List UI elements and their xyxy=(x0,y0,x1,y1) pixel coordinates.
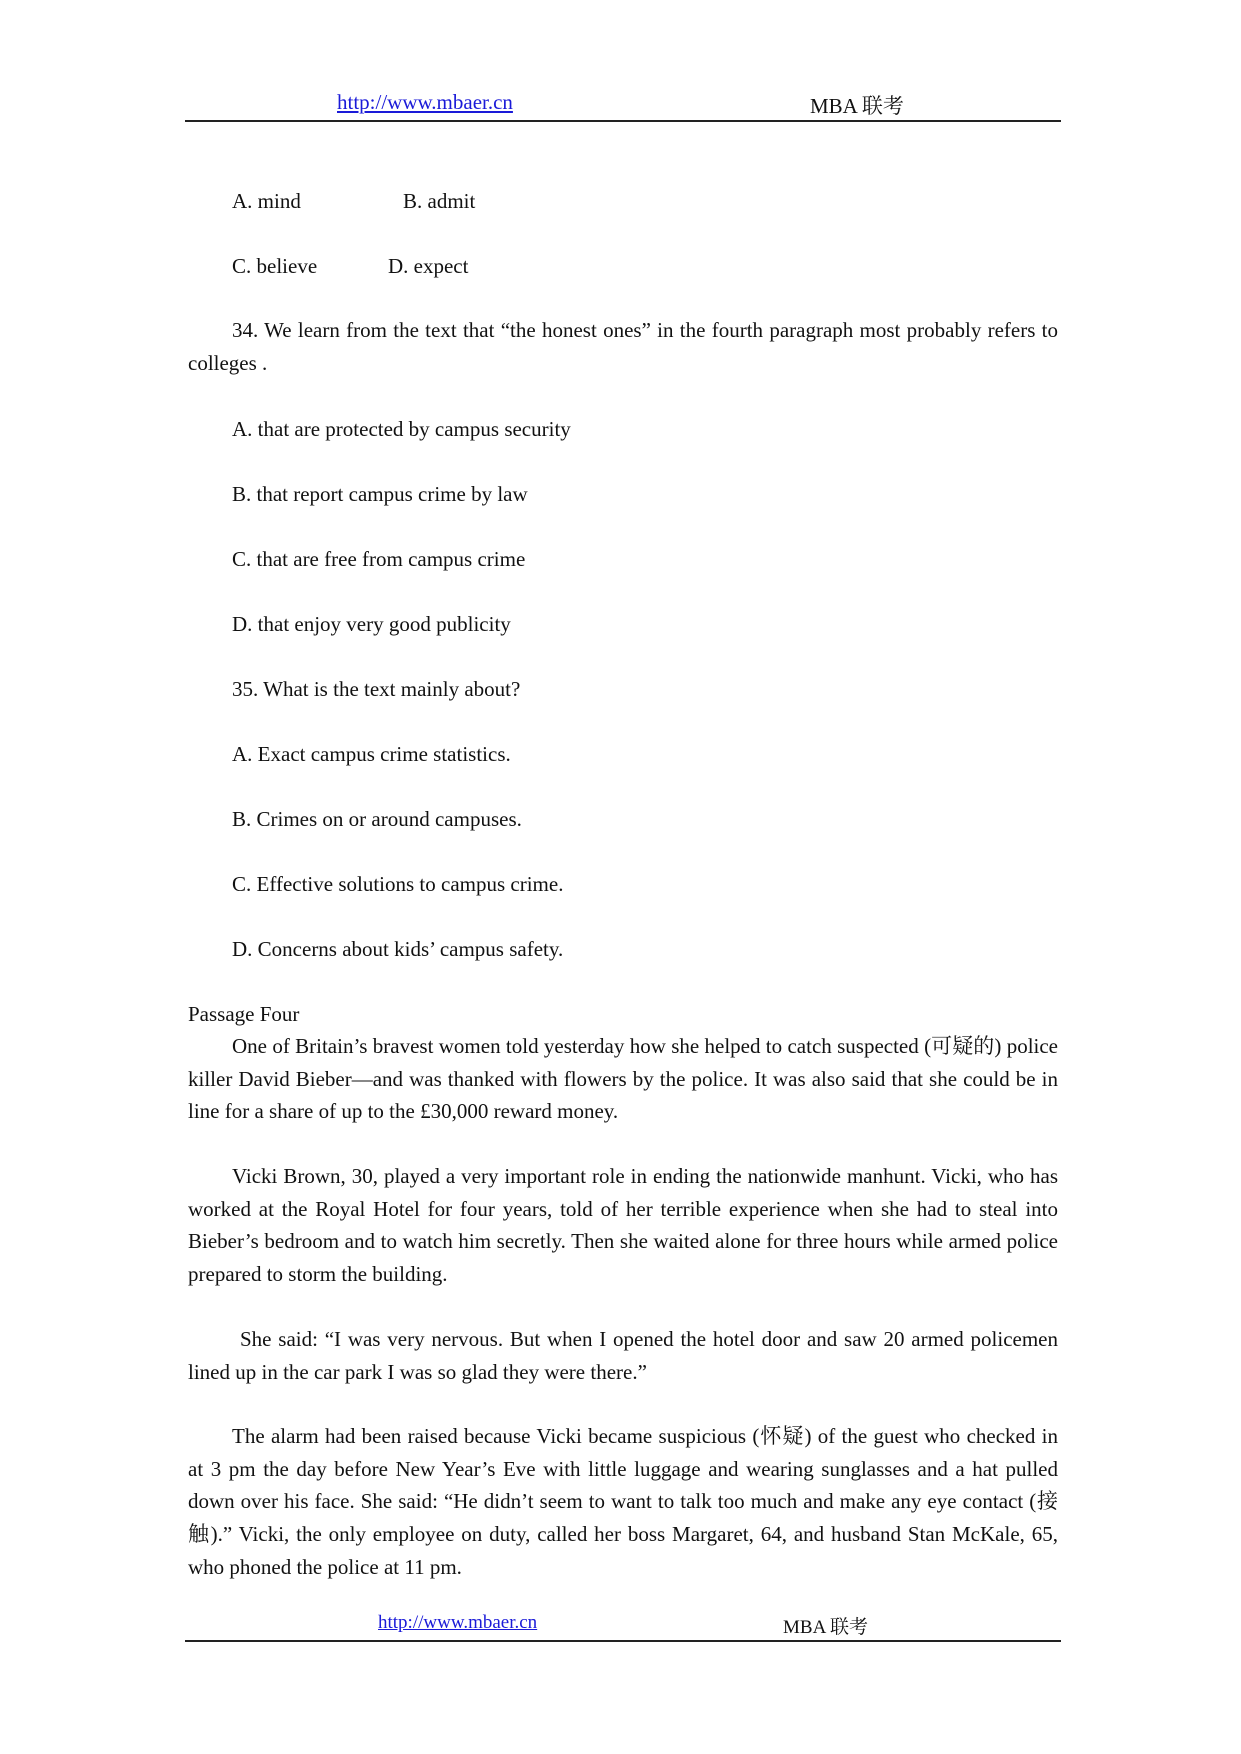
q35-option-c: C. Effective solutions to campus crime. xyxy=(232,872,564,896)
q33-option-a: A. mind xyxy=(232,189,301,213)
q34-option-d: D. that enjoy very good publicity xyxy=(232,612,511,636)
passage-title: Passage Four xyxy=(188,1002,300,1026)
passage-paragraph-text: The alarm had been raised because Vicki became suspicious (怀疑) of the guest who checked in at 3 pm the day before New Year’s Eve with little luggage and wearing sunglasses and a hat pulled down over his face. She said: “He didn’t seem to want to talk too much and make any eye contact (接触).” Vicki, the only employee on duty, called her boss Margaret, 64, and husband Stan McKale, 65, who phoned the police at 11 pm. xyxy=(188,1424,1058,1579)
q35-option-b: B. Crimes on or around campuses. xyxy=(232,807,522,831)
q34-stem xyxy=(188,314,1058,379)
q34-option-a: A. that are protected by campus security xyxy=(232,417,571,441)
q35-option-a: A. Exact campus crime statistics. xyxy=(232,742,511,766)
passage-paragraph-text: Vicki Brown, 30, played a very important role in ending the nationwide manhunt. Vicki, who has worked at the Royal Hotel for four years, told of her terrible experience when she had to steal into Bieber’s bedroom and to watch him secretly. Then she waited alone for three hours while armed police prepared to storm the building. xyxy=(188,1164,1058,1287)
q34-option-b: B. that report campus crime by law xyxy=(232,482,528,506)
header-link[interactable]: http://www.mbaer.cn xyxy=(337,90,513,114)
page-footer xyxy=(185,1612,1061,1642)
footer-title: MBA 联考 xyxy=(783,1617,868,1638)
q35-option-d: D. Concerns about kids’ campus safety. xyxy=(232,937,564,961)
q33-option-c: C. believe xyxy=(232,254,318,278)
q33-option-d: D. expect xyxy=(388,254,469,278)
passage-paragraph-text: One of Britain’s bravest women told yesterday how she helped to catch suspected (可疑的) police killer David Bieber—and was thanked with flowers by the police. It was also said that she could be in line for a share of up to the £30,000 reward money. xyxy=(188,1034,1058,1124)
q35-stem: 35. What is the text mainly about? xyxy=(232,677,521,701)
q34-option-c: C. that are free from campus crime xyxy=(232,547,526,571)
passage-paragraph xyxy=(188,1323,1058,1388)
page-header xyxy=(185,88,1061,122)
q33-option-b: B. admit xyxy=(403,189,476,213)
q34-stem-text: 34. We learn from the text that “the honest ones” in the fourth paragraph most probably refers to colleges . xyxy=(188,318,1058,375)
footer-link[interactable]: http://www.mbaer.cn xyxy=(378,1612,538,1633)
passage-paragraph xyxy=(188,1160,1058,1291)
passage-paragraph xyxy=(188,1030,1058,1128)
passage-paragraph xyxy=(188,1420,1058,1584)
passage-paragraph-text: She said: “I was very nervous. But when I opened the hotel door and saw 20 armed policemen lined up in the car park I was so glad they were there.” xyxy=(188,1327,1058,1384)
header-title: MBA 联考 xyxy=(810,94,904,118)
